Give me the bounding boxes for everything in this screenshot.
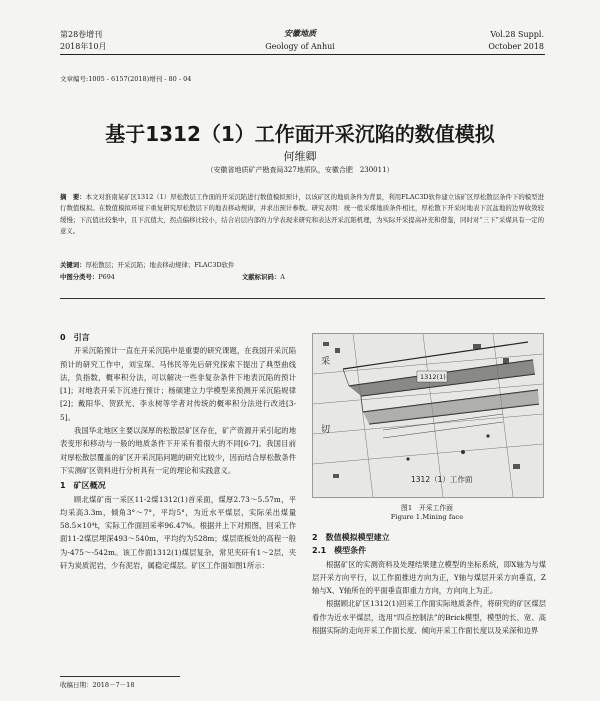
figure-label-b: 切 xyxy=(321,425,331,435)
clc-value: P694 xyxy=(98,273,115,281)
figure-label-face-short: 1312(1) xyxy=(420,373,446,381)
figure-label-face: 1312（1）工作面 xyxy=(411,475,473,484)
figure-1-mining-map xyxy=(312,333,544,498)
abstract xyxy=(60,192,544,237)
classification-line xyxy=(60,272,544,283)
intro-paragraph-2: 我国华北地区主要以深厚的松散层矿区存在，矿产资源开采引起的地表变形和移动与一般的地质条件下开采有着很大的不同[6-7]。我国目前对厚松散层覆盖的矿区开采沉陷问题的研究比较少，因而结合厚松散条件下实测矿区资料进行分析具有一定的理论和实践意义。 xyxy=(60,426,296,475)
header-volume-en: Vol.28 Suppl. xyxy=(490,30,544,39)
doc-code-label: 文献标识码： xyxy=(241,273,281,281)
header-journal-en: Geology of Anhui xyxy=(265,42,335,51)
intro-paragraph-1: 开采沉陷预计一直在开采沉陷中是重要的研究课题，在我国开采沉陷预计的研究工作中，刘宝琛、马伟民等先后研究探索下提出了典型曲线法，负指数，概率积分法，可以解决一些非复杂条件下地表沉陷的预计[1]；对地表开采下沉进行预计；杨硕建立力学模型来预测开采沉陷规律[2]；戴阳华、贺跃光、李永树等学者对传统的概率积分法进行改进[3-5]。 xyxy=(60,346,296,422)
author: 何维卿 xyxy=(283,150,317,163)
doc-code-value: A xyxy=(280,273,285,281)
section-2-1-title: 2.1 模型条件 xyxy=(312,546,367,556)
paper-title: 基于1312（1）工作面开采沉陷的数值模拟 xyxy=(105,122,495,146)
abstract-label: 摘 要： xyxy=(60,193,86,201)
article-number: 文章编号:1005 - 6157(2018)增刊 - 80 - 04 xyxy=(60,75,192,83)
model-paragraph-2: 根据顾北矿区1312(1)回采工作面实际地质条件，将研究的矿区煤层看作为近水平煤层，选用“四点控制法”的Brick模型，模型的长、宽、高根据实际的走向开采工作面长度、倾向开采工作面长度以及采深和边界 xyxy=(312,599,546,636)
section-1-title: 1 矿区概况 xyxy=(60,481,106,491)
right-column xyxy=(312,531,546,637)
clc-label: 中图分类号： xyxy=(60,273,99,281)
header-journal-cn: 安徽地质 xyxy=(284,28,316,38)
header-volume-cn: 第28卷增刊 xyxy=(60,30,103,39)
footnote-rule xyxy=(60,676,180,677)
abstract-text: 本文对淮南某矿区1312（1）厚松散层工作面的开采沉陷进行数值模拟预计，以该矿区的地质条件为背景，利用FLAC3D软件建立该矿区厚松散层条件下的模型进行数值模拟。在数值模拟环境下重复研究厚松散层下的地表移动规律，并求出预计参数。研究表明：统一般采煤地质条件相比，厚松散下开采时地表下沉盆地的边界收敛较缓慢；下沉值比较集中，且下沉值大，拐点偏移比较小，结合岩层内部的力学表现来研究和表达开采沉陷机理，为实际开采提高补充和借鉴，同时对“三下”采煤具有一定的意义。 xyxy=(60,193,545,235)
header-date-en: October 2018 xyxy=(488,42,544,51)
abstract-rule xyxy=(60,298,545,299)
section-0-title: 0 引言 xyxy=(60,333,90,342)
mining-map-drawing xyxy=(313,334,543,497)
figure-caption-cn: 图1 开采工作面 xyxy=(401,504,453,512)
section-2-title: 2 数值模拟模型建立 xyxy=(312,533,390,542)
header-date-cn: 2018年10月 xyxy=(60,42,107,51)
model-paragraph-1: 根据矿区的实测资料及处理结果建立模型的坐标系统，即X轴为与煤层开采方向平行，以工作面推进方向为正，Y轴与煤层开采方向垂直，Z轴与X、Y轴所在的平面垂直即重力方向，方向向上为正。 xyxy=(312,559,546,596)
affiliation: （安徽省地质矿产勘查局327地质队，安徽合肥 230011） xyxy=(206,166,394,174)
figure-label-a: 采 xyxy=(321,357,331,367)
keywords-label: 关键词： xyxy=(60,261,86,269)
area-paragraph-1: 顾北煤矿南一采区11-2煤1312(1)首采面，煤厚2.73～5.57m，平均采高3.3m，倾角3°～7°，平均5°，为近水平煤层，实际采出煤量58.5×10⁴t，实际工作面回采率96.47%。根据井上下对照图，回采工作面11-2煤层埋深493～540m，平均约为528m；煤层底板处的高程一般为-475～-542m。该工作面1312(1)煤层复杂，常见夹矸有1～2层，夹矸为炭质泥岩，少有泥岩，属稳定煤层。矿区工作面如图1所示： xyxy=(60,494,296,571)
received-date: 收稿日期：2018－7－18 xyxy=(60,681,135,689)
header-rule xyxy=(60,54,545,55)
keywords-text: 厚松散层；开采沉陷；地表移动规律；FLAC3D软件 xyxy=(85,261,235,269)
left-column xyxy=(60,331,296,572)
keywords xyxy=(60,260,544,271)
figure-caption-en: Figure 1.Mining face xyxy=(390,513,464,521)
